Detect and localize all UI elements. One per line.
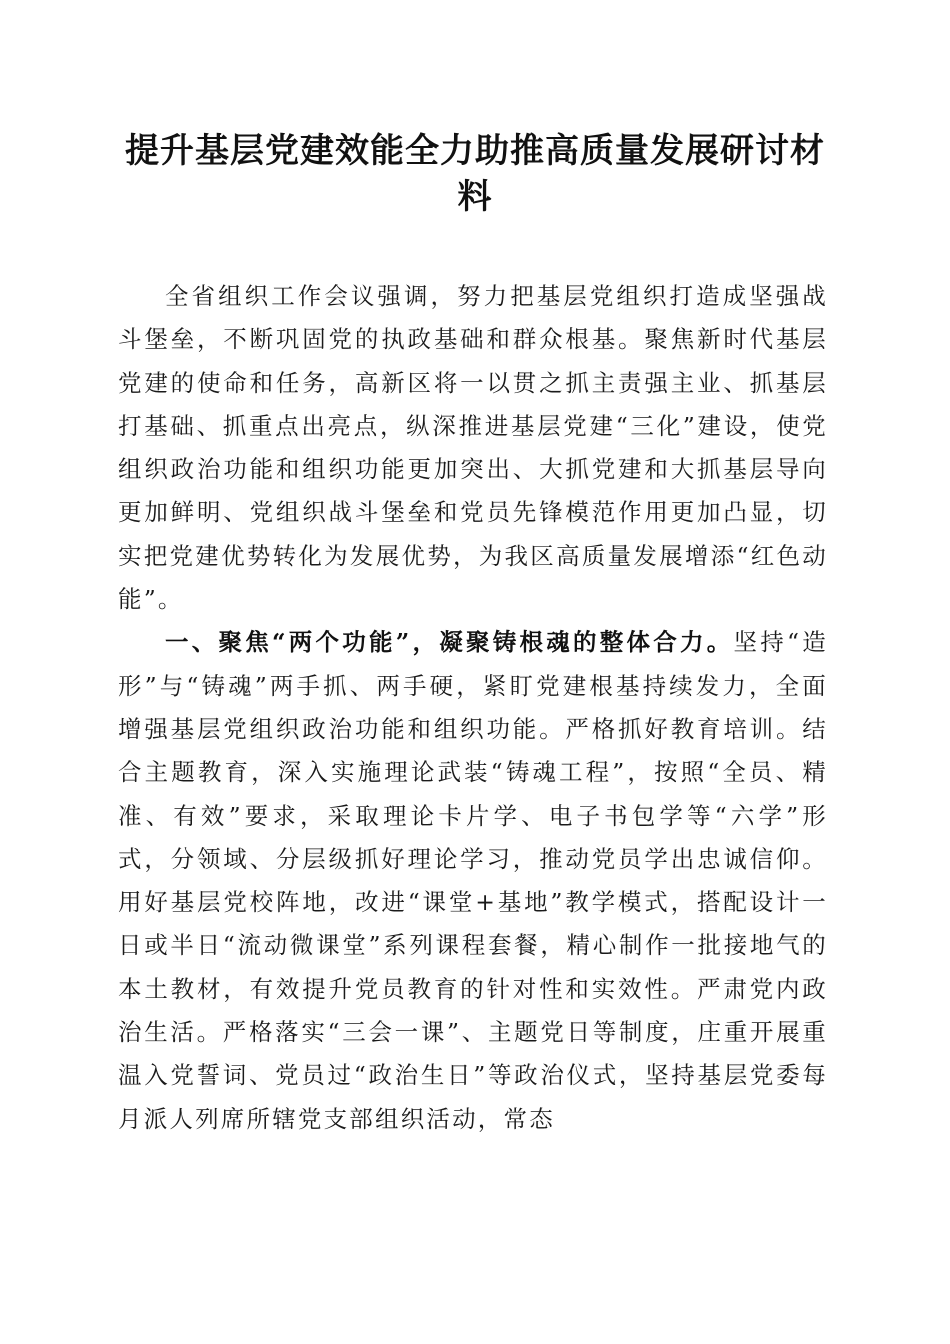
intro-paragraph [118,275,828,621]
intro-paragraph-text: 全省组织工作会议强调，努力把基层党组织打造成坚强战斗堡垒，不断巩固党的执政基础和群众根基。聚焦新时代基层党建的使命和任务，高新区将一以贯之抓主责强主业、抓基层打基础、抓重点出亮点，纵深推进基层党建“三化”建设，使党组织政治功能和组织功能更加突出、大抓党建和大抓基层导向更加鲜明、党组织战斗堡垒和党员先锋模范作用更加凸显，切实把党建优势转化为发展优势，为我区高质量发展增添“红色动能”。 [118,282,828,614]
document-body [118,275,828,1141]
section-one-paragraph [118,621,828,1141]
section-one-text: 坚持“造形”与“铸魂”两手抓、两手硬，紧盯党建根基持续发力，全面增强基层党组织政治功能和组织功能。严格抓好教育培训。结合主题教育，深入实施理论武装“铸魂工程”，按照“全员、精准、有效”要求，采取理论卡片学、电子书包学等“六学”形式，分领域、分层级抓好理论学习，推动党员学出忠诚信仰。用好基层党校阵地，改进“课堂+基地”教学模式，搭配设计一日或半日“流动微课堂”系列课程套餐，精心制作一批接地气的本土教材，有效提升党员教育的针对性和实效性。严肃党内政治生活。严格落实“三会一课”、主题党日等制度，庄重开展重温入党誓词、党员过“政治生日”等政治仪式，坚持基层党委每月派人列席所辖党支部组织活动，常态 [118,628,828,1133]
document-title: 提升基层党建效能全力助推高质量发展研讨材料 [125,131,825,217]
section-one-heading: 一、聚焦“两个功能”，凝聚铸根魂的整体合力。 [165,628,734,657]
